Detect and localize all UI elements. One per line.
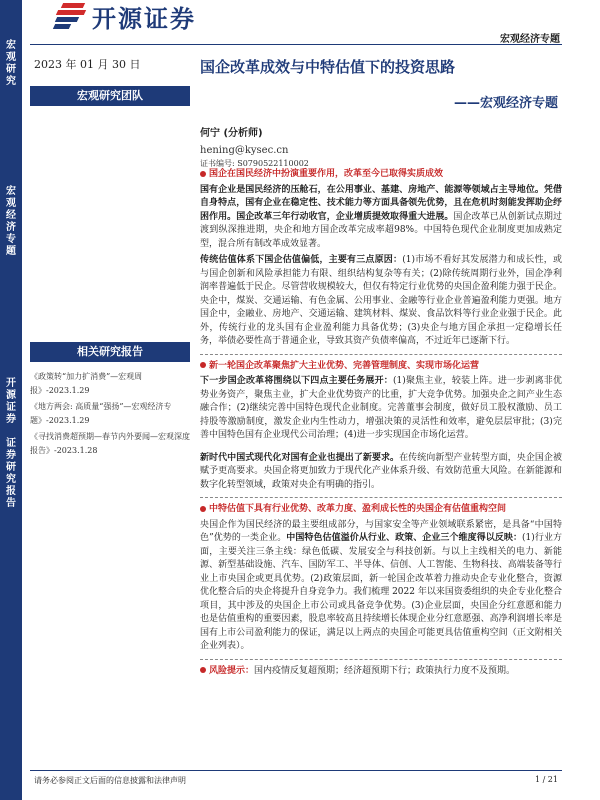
footer-disclaimer: 请务必参阅正文后面的信息披露和法律声明 [34, 776, 186, 785]
section-paragraph: 国有企业是国民经济的压舱石，在公用事业、基建、房地产、能源等领域占主导地位。凭借自身特点，国有企业在稳定性、技术能力等方面具备领先优势，且在危机时刻能发挥助企纾困作用。国企改革三年行动收官，企业增质提效取得重大进展。国企改革已从创新试点期过渡到纵深推进期，央企和地方国企改革完成率超98%。中国特色现代企业制度更加成熟定型，混合所有制改革成效显著。 [200, 184, 562, 249]
risk-notice: 风险提示：国内疫情反复超预期；经济超预期下行；政策执行力度不及预期。 [200, 665, 562, 679]
related-report-date: -2023.1.29 [46, 386, 90, 395]
strip-char: 券 [6, 450, 16, 461]
strip-label-macro-research [0, 40, 22, 88]
section-divider [200, 497, 562, 498]
strip-char: 研 [6, 64, 16, 75]
brand-logo [52, 0, 196, 32]
report-date: 2023 年 01 月 30 日 [34, 58, 141, 71]
strip-char: 专 [6, 234, 16, 245]
analyst-email: hening@kysec.cn [200, 145, 289, 156]
strip-char: 宏 [6, 40, 16, 51]
page-number: 1 / 21 [534, 775, 558, 784]
header-divider [30, 44, 562, 45]
related-reports-box-title: 相关研究报告 [30, 342, 190, 362]
related-report-item[interactable] [30, 430, 190, 458]
strip-char: 观 [6, 198, 16, 209]
strip-char: 告 [6, 498, 16, 509]
section-heading: 国企在国民经济中扮演重要作用，改革至今已取得实质成效 [200, 168, 562, 182]
related-reports-list [30, 370, 190, 460]
strip-char: 证 [6, 438, 16, 449]
analyst-cert: 证书编号: S0790522110002 [200, 159, 309, 168]
summary-content [200, 168, 562, 678]
section-heading: 新一轮国企改革聚焦扩大主业优势、完善管理制度、实现市场化运营 [200, 360, 562, 374]
related-report-date: -2023.1.29 [46, 416, 90, 425]
strip-char: 研 [6, 462, 16, 473]
report-title: 国企改革成效与中特估值下的投资思路 [200, 58, 456, 76]
section-paragraph: 下一步国企改革将围绕以下四点主要任务展开：(1)聚焦主业，较装上阵。进一步剥离非优势业务资产，聚焦主业，扩大企业优势资产的比重，扩大竞争优势。加强央企之间产业生态融合作；(2)继续完善中国特色现代企业制度。完善董事会制度，做好员工股权激励、员工持股等激励制度，激发企业内生性动力，增强决策的灵活性和效率，避免层层审批；(3)完善中国特色国有企业现代公司治理；(4)进一步实现国企市场化运营。 [200, 376, 562, 440]
logo-text: 开源证券 [92, 4, 196, 33]
related-report-title: 《地方两会: 高质量“强扬”—宏观经济专题》 [30, 402, 172, 425]
strip-char: 证 [6, 402, 16, 413]
section-paragraph: 传统估值体系下国企估值偏低，主要有三点原因：(1)市场不看好其发展潜力和成长性，或与国企创新和风险承担能力有限、组织结构复杂等有关；(2)除传统周期行业外，国企净利润率普遍低于民企。尽管营收规模较大，但仅有特定行业优势的央国企盈利能力强于民企。央企中，煤炭、交通运输、有色金属、公用事业、金融等行业企业普遍盈利能力更强。地方国企中，金融业、房地产、交通运输、建筑材料、煤炭、食品饮料等行业企业强于民企。此外，传统行业的龙头国有企业盈利能力具备优势；(3)央企与地方国企承担一定稳增长任务，举债必要性高于普通企业，导致其资产负债率偏高，不过近年已逐渐下行。 [200, 255, 562, 346]
strip-char: 报 [6, 486, 16, 497]
strip-char: 究 [6, 474, 16, 485]
related-report-item[interactable] [30, 370, 190, 398]
related-report-date: -2023.1.28 [54, 446, 98, 455]
strip-label-securities-report [0, 378, 22, 510]
related-report-title: 《寻找消费超预期—春节内外要闻—宏观深度报告》 [30, 432, 190, 455]
strip-char: 济 [6, 222, 16, 233]
section-paragraph: 央国企作为国民经济的最主要组成部分，与国家安全等产业领域联系紧密，是具备“中国特色”优势的一类企业。中国特色估值溢价从行业、政策、企业三个维度得以反映：(1)行业方面，主要关注三条主线：绿色低碳、发展安全与科技创新。与以上主线相关的电力、新能源、新型基础设施、汽车、国防军工、半导体、信创、人工智能、生物科技、高端装备等行业上市央国企或更具优势。(2)政策层面，新一轮国企改革着力推动央企专业化整合，资源优化整合后的央企将提升自身竞争力。我们梳理 2022 年以来国资委组织的央企专业化整合项目，其中涉及的央国企上市公司或具备竞争优势。(3)企业层面，央国企分红意愿和能力也是估值重构的重要因素，股息率较高且持续增长体现企业分红意愿强、高净利润增长率是国有上市公司盈利能力的保证，满足以上两点的央国企可能更具估值重构空间（正文附相关企业列表）。 [200, 519, 562, 651]
bullet-icon [200, 506, 206, 512]
report-subtitle: ——宏观经济专题 [453, 96, 558, 111]
analyst-info [200, 124, 309, 169]
bullet-icon [200, 667, 206, 673]
section-divider [200, 659, 562, 660]
strip-char [0, 426, 22, 438]
related-report-title: 《政策转“加力扩消费”—宏观周报》 [30, 372, 143, 395]
related-report-item[interactable] [30, 400, 190, 428]
strip-char: 究 [6, 76, 16, 87]
bullet-icon [200, 171, 206, 177]
section-heading: 中特估值下具有行业优势、改革力度、盈利成长性的央国企有估值重构空间 [200, 503, 562, 517]
strip-char: 宏 [6, 186, 16, 197]
section-paragraph: 新时代中国式现代化对国有企业也提出了新要求。在传统向新型产业转型方面，央企国企被赋予更高要求。央国企将更加致力于现代化产业体系升级、有效防范重大风险。在新能源和数字化转型领域，政策对央企有明确的指引。 [200, 452, 562, 490]
strip-char: 源 [6, 390, 16, 401]
logo-mark-icon [52, 3, 86, 29]
section-divider [200, 354, 562, 355]
strip-char: 观 [6, 52, 16, 63]
strip-char: 券 [6, 414, 16, 425]
header-series-label: 宏观经济专题 [500, 34, 560, 45]
strip-label-macro-topic [0, 186, 22, 258]
strip-char: 经 [6, 210, 16, 221]
left-side-strip [0, 0, 22, 800]
strip-char: 开 [6, 378, 16, 389]
strip-char: 题 [6, 246, 16, 257]
team-box-title: 宏观研究团队 [30, 86, 190, 106]
bullet-icon [200, 362, 206, 368]
analyst-name: 何宁 (分析师) [200, 128, 263, 139]
footer-divider [30, 770, 562, 771]
